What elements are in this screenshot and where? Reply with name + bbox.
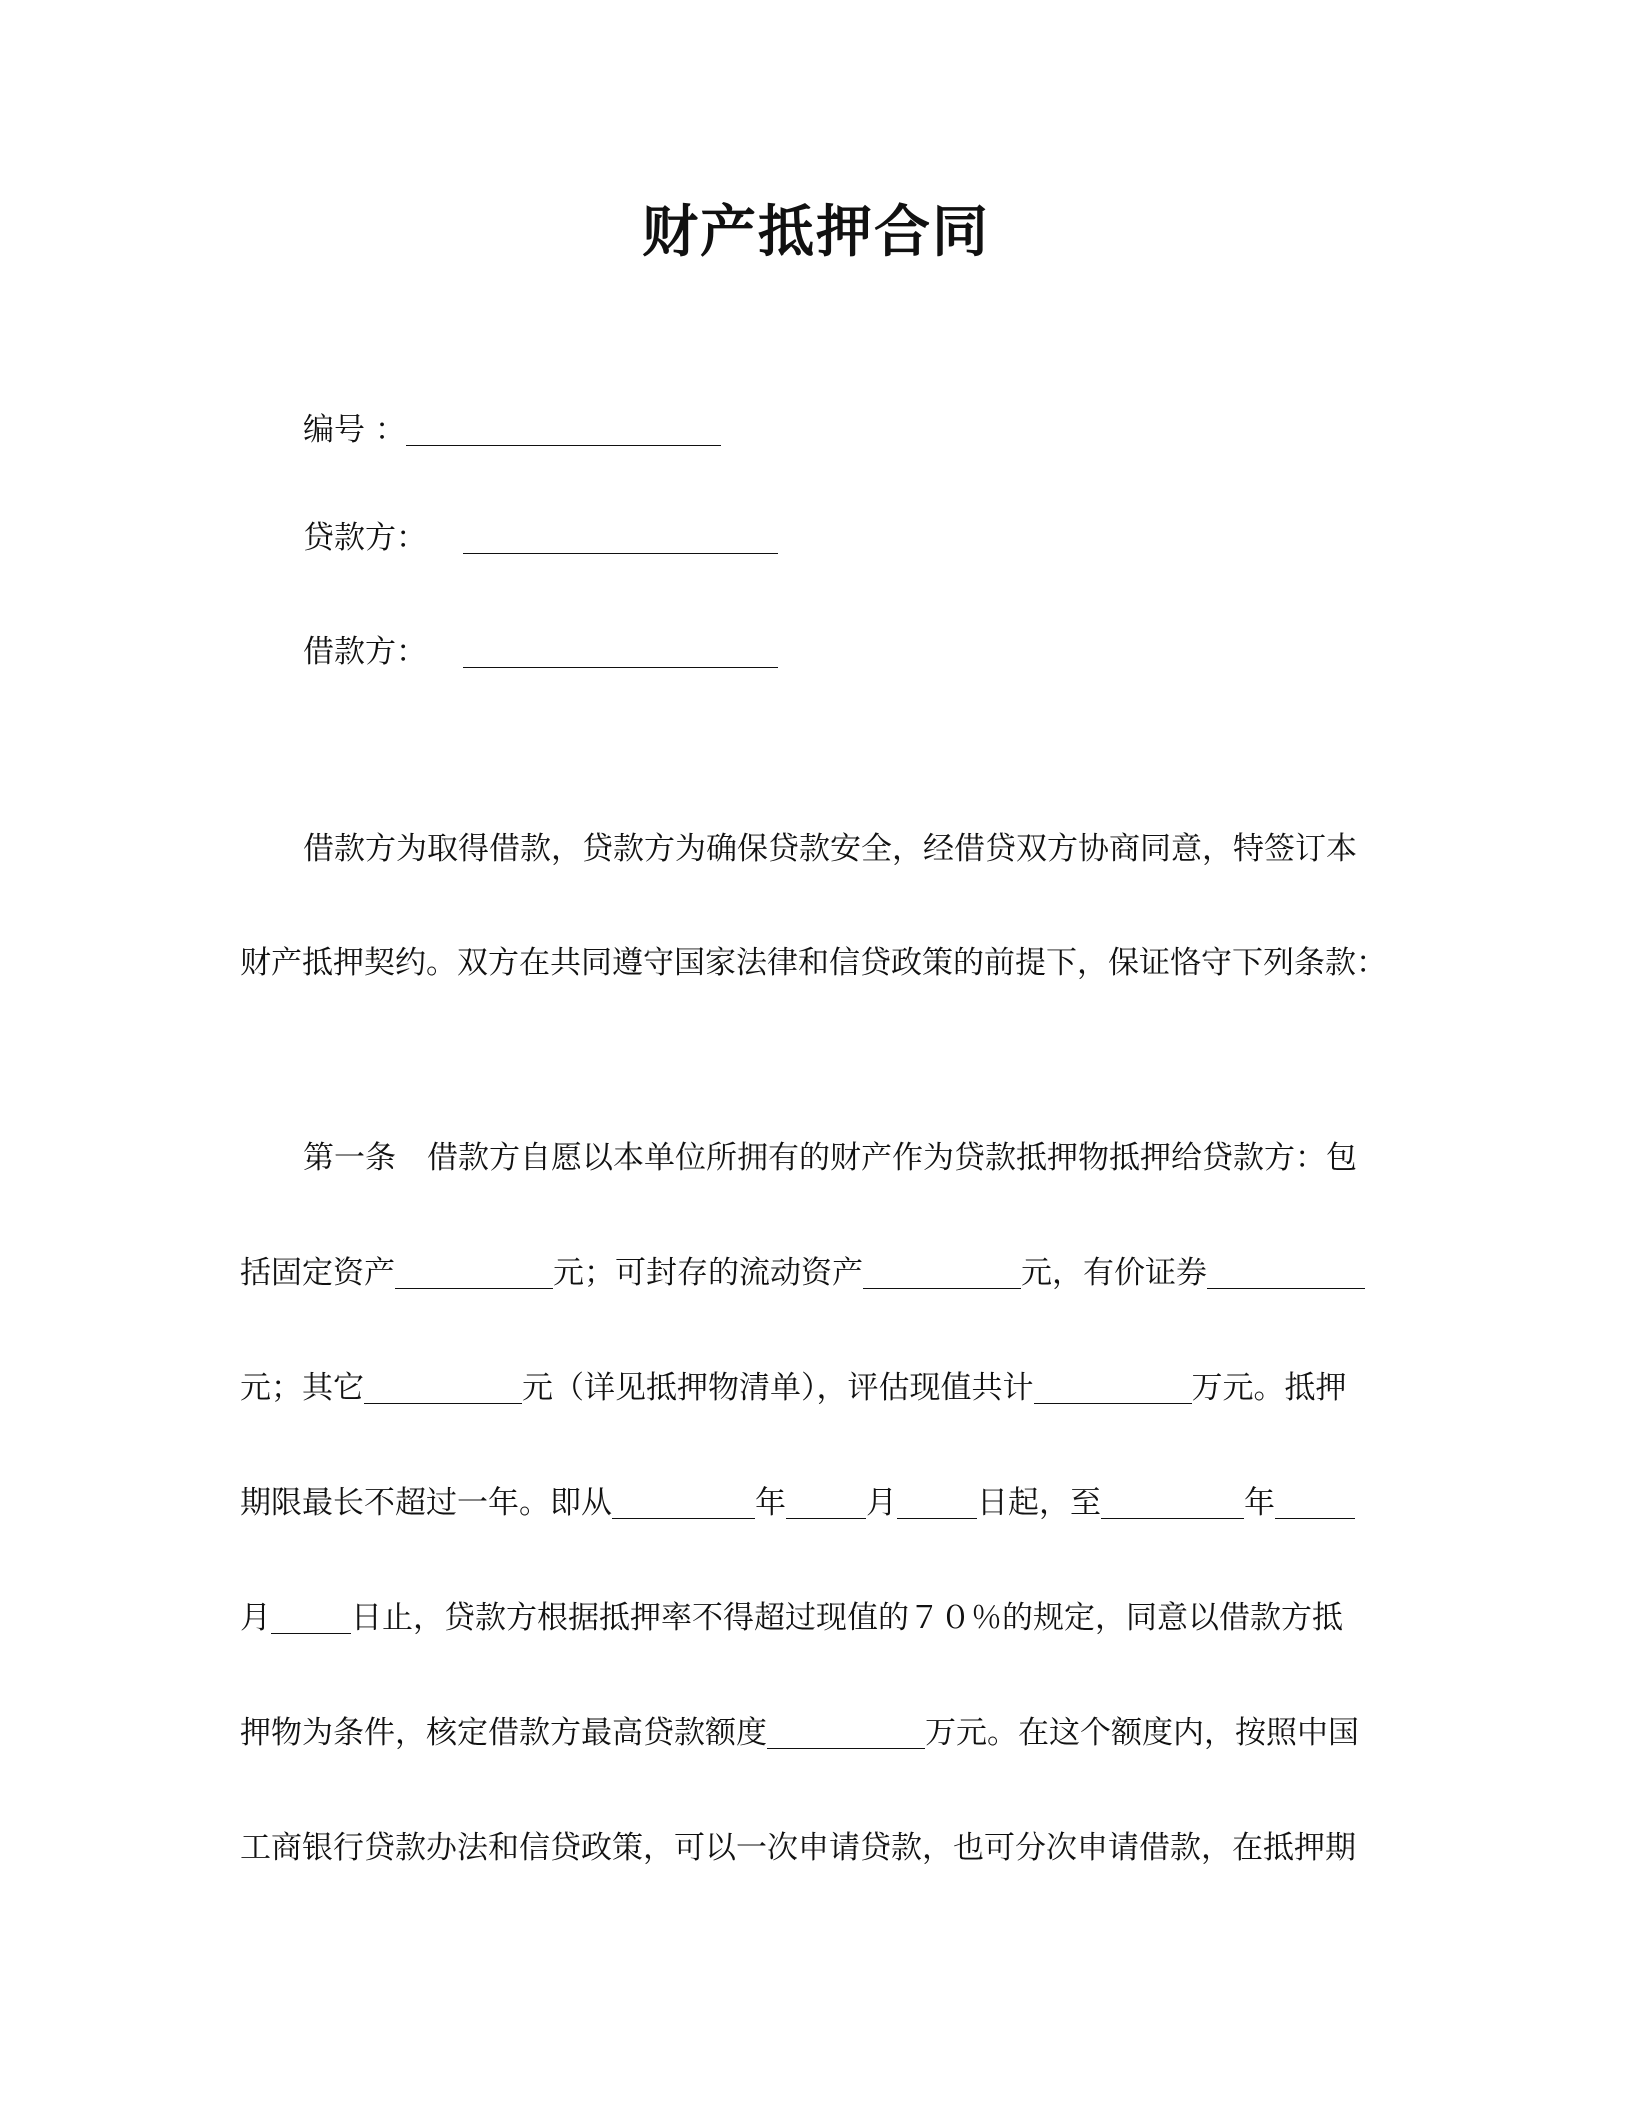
- borrower-label: 借款方：: [303, 634, 427, 670]
- end-month-blank[interactable]: [1275, 1488, 1355, 1519]
- article1-line-7: 工商银行贷款办法和信贷政策，可以一次申请贷款，也可分次申请借款，在抵押期: [240, 1830, 1356, 1866]
- start-month-blank[interactable]: [786, 1488, 866, 1519]
- intro-line-1: 借款方为取得借款，贷款方为确保贷款安全，经借贷双方协商同意，特签订本: [303, 831, 1357, 867]
- mortgage-tail: 万元。抵押: [1191, 1370, 1347, 1406]
- article1-line-6: [240, 1711, 1359, 1755]
- fixed-assets-blank[interactable]: [395, 1258, 553, 1289]
- article1-line-1: 第一条 借款方自愿以本单位所拥有的财产作为贷款抵押物抵押给贷款方：包: [303, 1140, 1357, 1176]
- article1-line-4: [240, 1481, 1355, 1525]
- year-label-1: 年: [755, 1485, 786, 1521]
- securities-label: 元，有价证券: [1021, 1255, 1207, 1291]
- start-day-blank[interactable]: [897, 1488, 977, 1519]
- month-label-2: 月: [240, 1600, 271, 1636]
- borrower-blank[interactable]: [463, 637, 778, 668]
- end-year-blank[interactable]: [1101, 1488, 1244, 1519]
- number-label: 编号 ：: [303, 412, 406, 448]
- max-loan-label: 押物为条件，核定借款方最高贷款额度: [240, 1715, 767, 1751]
- term-label: 期限最长不超过一年。即从: [240, 1485, 612, 1521]
- max-loan-tail: 万元。在这个额度内，按照中国: [925, 1715, 1359, 1751]
- start-year-blank[interactable]: [612, 1488, 755, 1519]
- article1-line-5: [240, 1596, 1343, 1640]
- current-assets-label: 元；可封存的流动资产: [553, 1255, 863, 1291]
- end-day-blank[interactable]: [271, 1603, 351, 1634]
- lender-field-row: [303, 516, 778, 560]
- max-loan-blank[interactable]: [767, 1718, 925, 1749]
- year-label-2: 年: [1244, 1485, 1275, 1521]
- intro-line-2: 财产抵押契约。双方在共同遵守国家法律和信贷政策的前提下，保证恪守下列条款：: [240, 945, 1387, 981]
- document-title: 财产抵押合同: [642, 200, 990, 265]
- securities-blank[interactable]: [1207, 1258, 1365, 1289]
- start-to-label: 日起，至: [977, 1485, 1101, 1521]
- valuation-blank[interactable]: [1034, 1373, 1192, 1404]
- number-blank[interactable]: [406, 415, 721, 446]
- ratio-text: 日止，贷款方根据抵押率不得超过现值的７０％的规定，同意以借款方抵: [351, 1600, 1343, 1636]
- lender-label: 贷款方：: [303, 520, 427, 556]
- article1-line-2: [240, 1251, 1365, 1295]
- valuation-label: 元（详见抵押物清单），评估现值共计: [522, 1370, 1034, 1406]
- current-assets-blank[interactable]: [863, 1258, 1021, 1289]
- article1-line-3: [240, 1366, 1347, 1410]
- other-blank[interactable]: [364, 1373, 522, 1404]
- other-label: 元；其它: [240, 1370, 364, 1406]
- fixed-assets-label: 括固定资产: [240, 1255, 395, 1291]
- month-label-1: 月: [866, 1485, 897, 1521]
- borrower-field-row: [303, 630, 778, 674]
- number-field-row: [303, 408, 721, 452]
- lender-blank[interactable]: [463, 523, 778, 554]
